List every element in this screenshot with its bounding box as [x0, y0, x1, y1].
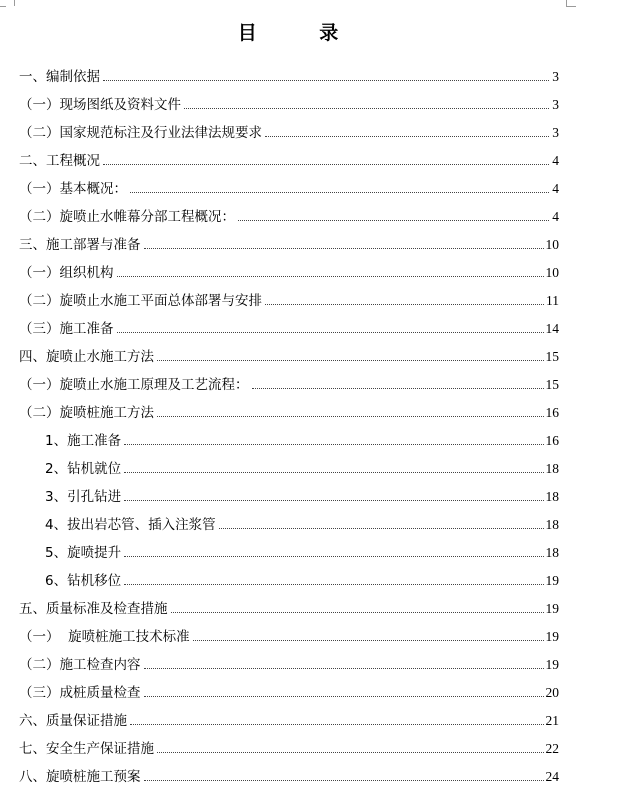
toc-dot-leader: [219, 527, 544, 529]
toc-page-number: 3: [552, 69, 559, 84]
toc-entry[interactable]: [19, 393, 559, 421]
toc-entry-text: 5、旋喷提升: [45, 545, 122, 561]
toc-page-number: 19: [545, 601, 559, 616]
toc-dot-leader: [124, 499, 543, 501]
toc-page-number: 3: [552, 125, 559, 140]
toc-dot-leader: [124, 555, 543, 557]
toc-entry[interactable]: [19, 197, 559, 225]
toc-entry-text: 三、施工部署与准备: [19, 237, 141, 253]
toc-entry-text: （三）成桩质量检查: [19, 685, 141, 701]
toc-page-number: 10: [545, 237, 559, 252]
toc-entry-text: （三）施工准备: [19, 321, 114, 337]
toc-entry-text: （二）旋喷桩施工方法: [19, 405, 154, 421]
toc-entry[interactable]: [19, 729, 559, 757]
toc-entry[interactable]: [19, 421, 559, 449]
toc-entry-text: 4、拔出岩芯管、插入注浆管: [45, 517, 216, 533]
toc-page-number: 14: [545, 321, 559, 336]
toc-entry[interactable]: [19, 253, 559, 281]
toc-entry[interactable]: [19, 113, 559, 141]
toc-page-number: 15: [545, 349, 559, 364]
toc-dot-leader: [117, 275, 544, 277]
toc-page-number: 4: [552, 153, 559, 168]
toc-entry[interactable]: [19, 141, 559, 169]
toc-entry[interactable]: [19, 505, 559, 533]
toc-entry-text: （一）基本概况：: [19, 181, 127, 197]
toc-entry-text: （一）现场图纸及资料文件: [19, 97, 181, 113]
toc-entry-text: （一） 旋喷桩施工技术标准: [19, 629, 190, 645]
toc-dot-leader: [144, 695, 544, 697]
toc-dot-leader: [252, 387, 544, 389]
toc-entry[interactable]: [19, 701, 559, 729]
toc-entry-text: （二）旋喷止水施工平面总体部署与安排: [19, 293, 262, 309]
toc-entry-text: 1、施工准备: [45, 433, 122, 449]
toc-dot-leader: [171, 611, 544, 613]
crop-mark-top-left-horizontal: [0, 6, 6, 7]
toc-entry-text: 一、编制依据: [19, 69, 100, 85]
toc-entry[interactable]: [19, 281, 559, 309]
toc-entry-text: 二、工程概况: [19, 153, 100, 169]
toc-dot-leader: [130, 191, 549, 193]
toc-page-number: 18: [545, 461, 559, 476]
toc-page-number: 20: [545, 685, 559, 700]
toc-entry-text: 3、引孔钻进: [45, 489, 122, 505]
toc-entry[interactable]: [19, 673, 559, 701]
toc-entry-text: 6、钻机移位: [45, 573, 122, 589]
toc-dot-leader: [144, 667, 544, 669]
toc-dot-leader: [124, 443, 543, 445]
toc-entry-text: 四、旋喷止水施工方法: [19, 349, 154, 365]
toc-dot-leader: [184, 107, 549, 109]
toc-entry[interactable]: [19, 561, 559, 589]
toc-page-number: 19: [545, 657, 559, 672]
toc-entry-text: 2、钻机就位: [45, 461, 122, 477]
toc-entry[interactable]: [19, 617, 559, 645]
toc-page-number: 4: [552, 181, 559, 196]
toc-page-number: 16: [545, 405, 559, 420]
toc-entry[interactable]: [19, 57, 559, 85]
toc-entry-text: （二）旋喷止水帷幕分部工程概况：: [19, 209, 235, 225]
toc-dot-leader: [238, 219, 549, 221]
toc-dot-leader: [103, 79, 549, 81]
toc-entry[interactable]: [19, 309, 559, 337]
toc-page-number: 22: [545, 741, 559, 756]
toc-list: [19, 57, 559, 785]
toc-entry-text: （二）施工检查内容: [19, 657, 141, 673]
toc-entry[interactable]: [19, 449, 559, 477]
toc-page-number: 18: [545, 489, 559, 504]
toc-entry[interactable]: [19, 337, 559, 365]
toc-entry[interactable]: [19, 365, 559, 393]
toc-dot-leader: [124, 471, 543, 473]
toc-entry-text: （二）国家规范标注及行业法律法规要求: [19, 125, 262, 141]
toc-dot-leader: [130, 723, 544, 725]
toc-dot-leader: [124, 583, 543, 585]
toc-entry[interactable]: [19, 757, 559, 785]
toc-title: 目 录: [237, 22, 367, 44]
toc-dot-leader: [117, 331, 544, 333]
crop-mark-top-right-horizontal: [566, 6, 576, 7]
toc-entry[interactable]: [19, 533, 559, 561]
toc-entry-text: （一）组织机构: [19, 265, 114, 281]
toc-dot-leader: [144, 779, 544, 781]
toc-dot-leader: [157, 751, 544, 753]
toc-dot-leader: [265, 303, 544, 305]
toc-page-number: 19: [545, 573, 559, 588]
toc-page-number: 3: [552, 97, 559, 112]
toc-page-number: 19: [545, 629, 559, 644]
toc-entry-text: 五、质量标准及检查措施: [19, 601, 168, 617]
toc-page-number: 11: [546, 293, 559, 308]
toc-entry-text: 八、旋喷桩施工预案: [19, 769, 141, 785]
toc-dot-leader: [193, 639, 544, 641]
toc-page-number: 4: [552, 209, 559, 224]
toc-page-number: 16: [545, 433, 559, 448]
toc-dot-leader: [157, 359, 544, 361]
toc-entry[interactable]: [19, 225, 559, 253]
toc-dot-leader: [157, 415, 544, 417]
toc-dot-leader: [265, 135, 549, 137]
toc-dot-leader: [103, 163, 549, 165]
toc-entry-text: 六、质量保证措施: [19, 713, 127, 729]
crop-mark-top-left: [6, 0, 15, 6]
toc-page-number: 10: [545, 265, 559, 280]
toc-page-number: 15: [545, 377, 559, 392]
toc-entry[interactable]: [19, 85, 559, 113]
toc-entry-text: （一）旋喷止水施工原理及工艺流程：: [19, 377, 249, 393]
toc-page-number: 18: [545, 545, 559, 560]
toc-entry[interactable]: [19, 589, 559, 617]
toc-page-number: 24: [545, 769, 559, 784]
toc-entry[interactable]: [19, 169, 559, 197]
toc-entry[interactable]: [19, 477, 559, 505]
toc-page-number: 21: [545, 713, 559, 728]
toc-page-number: 18: [545, 517, 559, 532]
toc-entry-text: 七、安全生产保证措施: [19, 741, 154, 757]
toc-entry[interactable]: [19, 645, 559, 673]
toc-dot-leader: [144, 247, 544, 249]
